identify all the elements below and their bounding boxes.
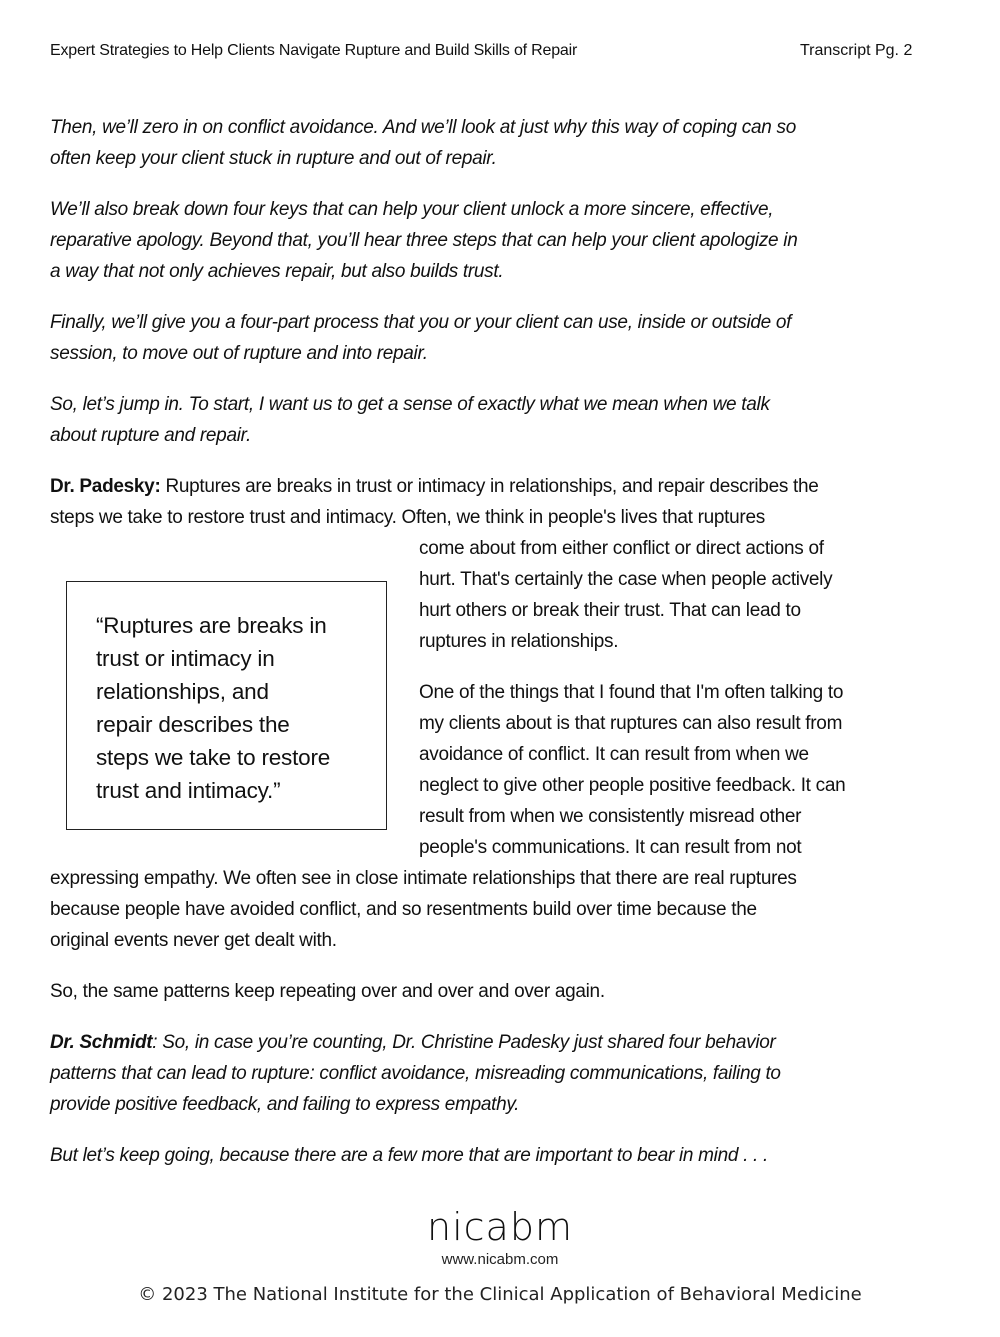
intro-p2-line: We’ll also break down four keys that can help your client unlock a more sincere, effective, — [50, 199, 774, 220]
nicabm-logo: nicabm — [427, 1205, 573, 1249]
padesky-wrapped-line: people's communications. It can result from not — [419, 837, 802, 858]
schmidt-closing: But let’s keep going, because there are a few more that are important to bear in mind . . . — [50, 1145, 768, 1166]
speaker-label: Dr. Schmidt — [50, 1032, 153, 1053]
intro-p4-line: So, let’s jump in. To start, I want us to get a sense of exactly what we mean when we talk — [50, 394, 770, 415]
intro-p1-line: often keep your client stuck in rupture and out of repair. — [50, 148, 497, 169]
padesky-wrapped-line: One of the things that I found that I'm often talking to — [419, 682, 844, 703]
padesky-line: steps we take to restore trust and intimacy. Often, we think in people's lives that ruptures — [50, 507, 765, 528]
padesky-closing: So, the same patterns keep repeating over and over and over again. — [50, 981, 605, 1002]
padesky-line: original events never get dealt with. — [50, 930, 337, 951]
pull-quote-line: steps we take to restore — [96, 745, 331, 770]
padesky-wrapped-line: ruptures in relationships. — [419, 631, 619, 652]
copyright-notice: © 2023 The National Institute for the Clinical Application of Behavioral Medicine — [138, 1284, 862, 1305]
pull-quote-line: relationships, and — [96, 679, 269, 704]
padesky-wrapped-line: result from when we consistently misread other — [419, 806, 802, 827]
pull-quote-line: repair describes the — [96, 712, 290, 737]
website-url: www.nicabm.com — [441, 1251, 559, 1268]
schmidt-first-line — [50, 1032, 776, 1054]
intro-p1-line: Then, we’ll zero in on conflict avoidance. And we’ll look at just why this way of coping can so — [50, 117, 796, 138]
pull-quote-line: “Ruptures are breaks in — [96, 613, 327, 638]
schmidt-line: provide positive feedback, and failing to express empathy. — [50, 1094, 520, 1115]
intro-p3-line: Finally, we’ll give you a four-part process that you or your client can use, inside or outside of — [50, 312, 792, 333]
padesky-wrapped-line: hurt others or break their trust. That can lead to — [419, 600, 801, 621]
padesky-text: Ruptures are breaks in trust or intimacy in relationships, and repair describes the — [160, 476, 819, 497]
intro-p2-line: a way that not only achieves repair, but also builds trust. — [50, 261, 504, 282]
page-number: Transcript Pg. 2 — [800, 42, 913, 59]
padesky-wrapped-line: hurt. That's certainly the case when people actively — [419, 569, 833, 590]
schmidt-line: patterns that can lead to rupture: conflict avoidance, misreading communications, failing to — [50, 1063, 781, 1084]
pull-quote-line: trust or intimacy in — [96, 646, 275, 671]
intro-p4-line: about rupture and repair. — [50, 425, 251, 446]
padesky-line: because people have avoided conflict, and so resentments build over time because the — [50, 899, 757, 920]
intro-p3-line: session, to move out of rupture and into repair. — [50, 343, 428, 364]
padesky-wrapped-line: my clients about is that ruptures can also result from — [419, 713, 843, 734]
speaker-label: Dr. Padesky: — [50, 476, 161, 497]
padesky-first-line — [50, 476, 819, 498]
pull-quote-line: trust and intimacy.” — [96, 778, 281, 803]
padesky-wrapped-line: come about from either conflict or direct actions of — [419, 538, 824, 559]
document-title: Expert Strategies to Help Clients Navigate Rupture and Build Skills of Repair — [50, 42, 578, 59]
padesky-wrapped-line: neglect to give other people positive feedback. It can — [419, 775, 846, 796]
intro-p2-line: reparative apology. Beyond that, you’ll hear three steps that can help your client apologize in — [50, 230, 798, 251]
schmidt-text: : So, in case you’re counting, Dr. Christine Padesky just shared four behavior — [152, 1032, 776, 1053]
padesky-line: expressing empathy. We often see in close intimate relationships that there are real ruptures — [50, 868, 797, 889]
padesky-wrapped-line: avoidance of conflict. It can result from when we — [419, 744, 809, 765]
